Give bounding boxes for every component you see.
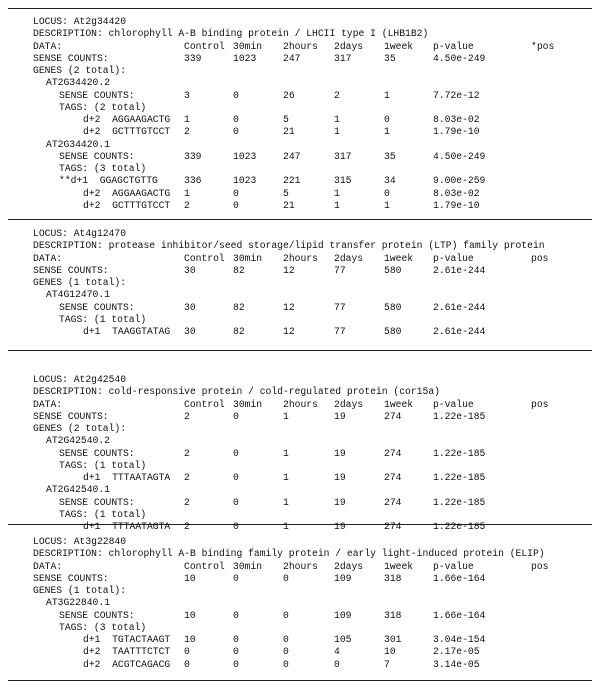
- cell-1week: 1: [384, 89, 390, 101]
- row-label: SENSE COUNTS:: [33, 264, 109, 276]
- cell-30min: 0: [233, 126, 239, 138]
- cell-2hours: 26: [283, 89, 295, 101]
- cell-1week: 1week: [384, 560, 414, 572]
- row-label: SENSE COUNTS:: [59, 301, 135, 313]
- cell-2hours: 12: [283, 301, 295, 313]
- label-text: GENES (1 total):: [33, 585, 127, 596]
- cell-2days: 19: [334, 521, 346, 532]
- section-divider: [8, 680, 592, 681]
- cell-30min: 0: [233, 646, 239, 658]
- locus-id: LOCUS: At2g34420: [33, 16, 127, 27]
- cell-2days: 4: [334, 646, 340, 658]
- cell-p-value: p-value: [433, 398, 474, 410]
- cell-2days: 2: [334, 89, 340, 101]
- cell-control: 30: [184, 301, 196, 313]
- cell-1week: 274: [384, 447, 402, 459]
- label-text: GENES (2 total):: [33, 65, 127, 76]
- cell-p-value: 1.22e-185: [433, 410, 486, 422]
- cell-p-value: 8.03e-02: [433, 114, 480, 125]
- cell-2days: 109: [334, 572, 352, 584]
- cell-control: 10: [184, 572, 196, 584]
- row-label: d+1 TTTAATAGTA: [83, 521, 171, 532]
- cell-2hours: 247: [283, 150, 301, 162]
- cell-2days: 317: [334, 150, 352, 162]
- cell-pos: pos: [531, 252, 549, 264]
- cell-p-value: 1.66e-164: [433, 572, 486, 584]
- cell-1week: 35: [384, 52, 396, 64]
- cell-p-value: 2.17e-05: [433, 646, 480, 658]
- cell-30min: 1023: [233, 150, 257, 162]
- locus-id: LOCUS: At3g22840: [33, 536, 127, 547]
- cell-1week: 0: [384, 187, 390, 199]
- cell-control: 336: [184, 175, 202, 187]
- description-text: DESCRIPTION: chlorophyll A-B binding protein / LHCII type I (LHB1B2): [33, 28, 429, 40]
- label-text: TAGS: (3 total): [59, 621, 147, 633]
- row-label: d+2 GCTTTGTCCT: [83, 126, 171, 138]
- cell-control: 2: [184, 126, 190, 138]
- cell-2hours: 5: [283, 187, 289, 199]
- cell-2hours: 2hours: [283, 40, 318, 52]
- cell-p-value: 8.03e-02: [433, 187, 480, 199]
- cell-30min: 1023: [233, 52, 257, 64]
- row-label: DATA:: [33, 40, 63, 52]
- section-divider: [8, 350, 592, 351]
- cell-1week: 7: [384, 658, 390, 670]
- cell-2hours: 2hours: [283, 252, 318, 264]
- cell-2days: 77: [334, 326, 346, 337]
- cell-2days: 109: [334, 609, 352, 621]
- cell-2hours: 0: [283, 658, 289, 670]
- section-divider: [8, 219, 592, 220]
- cell-1week: 1: [384, 126, 390, 138]
- cell-2days: 19: [334, 447, 346, 459]
- cell-control: 2: [184, 199, 190, 211]
- label-text: AT2G42540.2: [46, 435, 110, 447]
- row-label: DATA:: [33, 398, 63, 410]
- cell-p-value: 1.22e-185: [433, 447, 486, 459]
- cell-2hours: 0: [283, 646, 289, 658]
- cell-1week: 580: [384, 326, 402, 337]
- cell-2days: 1: [334, 187, 340, 199]
- cell-control: 30: [184, 264, 196, 276]
- cell-p-value: p-value: [433, 40, 474, 52]
- row-label: d+1 TAAGGTATAG: [83, 326, 171, 337]
- cell-30min: 0: [233, 634, 239, 645]
- cell-p-value: 1.79e-10: [433, 199, 480, 211]
- cell-p-value: 4.50e-249: [433, 52, 486, 64]
- cell-2days: 19: [334, 496, 346, 508]
- cell-2hours: 221: [283, 175, 301, 187]
- cell-2days: 1: [334, 199, 340, 211]
- cell-p-value: 2.61e-244: [433, 264, 486, 276]
- row-label: d+1 TTTAATAGTA: [83, 472, 171, 483]
- cell-30min: 0: [233, 447, 239, 459]
- cell-2days: 2days: [334, 40, 364, 52]
- cell-1week: 1week: [384, 40, 414, 52]
- cell-2hours: 5: [283, 114, 289, 125]
- cell-control: Control: [184, 40, 225, 52]
- cell-p-value: p-value: [433, 252, 474, 264]
- row-label: SENSE COUNTS:: [33, 410, 109, 422]
- label-text: AT2G34420.1: [46, 138, 110, 150]
- cell-30min: 0: [233, 472, 239, 483]
- cell-2hours: 0: [283, 572, 289, 584]
- cell-control: 10: [184, 609, 196, 621]
- cell-1week: 580: [384, 264, 402, 276]
- cell-control: 0: [184, 646, 190, 658]
- cell-1week: 1: [384, 199, 390, 211]
- label-text: GENES (1 total):: [33, 277, 127, 288]
- cell-control: 2: [184, 472, 190, 483]
- cell-30min: 1023: [233, 175, 257, 187]
- locus-id: LOCUS: At4g12470: [33, 228, 127, 239]
- cell-control: 1: [184, 114, 190, 125]
- cell-2days: 1: [334, 114, 340, 125]
- cell-2days: 317: [334, 52, 352, 64]
- cell-2days: 77: [334, 264, 346, 276]
- cell-30min: 82: [233, 264, 245, 276]
- cell-2hours: 1: [283, 447, 289, 459]
- cell-2hours: 21: [283, 199, 295, 211]
- cell-2hours: 247: [283, 52, 301, 64]
- cell-30min: 30min: [233, 40, 263, 52]
- cell-1week: 0: [384, 114, 390, 125]
- row-label: SENSE COUNTS:: [59, 150, 135, 162]
- description-text: DESCRIPTION: chlorophyll A-B binding family protein / early light-induced protein (ELIP): [33, 548, 545, 560]
- cell-p-value: 1.22e-185: [433, 521, 486, 532]
- cell-2days: 19: [334, 410, 346, 422]
- cell-control: 1: [184, 187, 190, 199]
- cell-pos: pos: [531, 398, 549, 410]
- cell-2hours: 2hours: [283, 398, 318, 410]
- cell-1week: 34: [384, 175, 396, 187]
- cell-30min: 0: [233, 410, 239, 422]
- cell-1week: 10: [384, 646, 396, 658]
- cell-30min: 0: [233, 496, 239, 508]
- cell-2hours: 1: [283, 472, 289, 483]
- cell-p-value: 1.66e-164: [433, 609, 486, 621]
- row-label: **d+1 GGAGCTGTTG: [59, 175, 158, 187]
- locus-id: LOCUS: At2g42540: [33, 374, 127, 385]
- cell-1week: 274: [384, 521, 402, 532]
- cell-1week: 274: [384, 410, 402, 422]
- cell-2days: 19: [334, 472, 346, 483]
- label-text: AT2G34420.2: [46, 77, 110, 89]
- description-text: DESCRIPTION: protease inhibitor/seed storage/lipid transfer protein (LTP) family protein: [33, 240, 545, 252]
- cell-p-value: 2.61e-244: [433, 326, 486, 337]
- cell-p-value: 2.61e-244: [433, 301, 486, 313]
- cell-control: Control: [184, 252, 225, 264]
- cell-p-value: p-value: [433, 560, 474, 572]
- row-label: d+2 ACGTCAGACG: [83, 658, 171, 670]
- cell-1week: 274: [384, 472, 402, 483]
- cell-p-value: 3.04e-154: [433, 634, 486, 645]
- row-label: d+2 GCTTTGTCCT: [83, 199, 171, 211]
- cell-1week: 318: [384, 572, 402, 584]
- cell-2days: 105: [334, 634, 352, 645]
- cell-2days: 315: [334, 175, 352, 187]
- cell-p-value: 7.72e-12: [433, 89, 480, 101]
- label-text: TAGS: (1 total): [59, 313, 147, 325]
- cell-1week: 1week: [384, 398, 414, 410]
- cell-p-value: 3.14e-05: [433, 658, 480, 670]
- cell-control: 3: [184, 89, 190, 101]
- cell-1week: 580: [384, 301, 402, 313]
- cell-2hours: 2hours: [283, 560, 318, 572]
- row-label: SENSE COUNTS:: [59, 609, 135, 621]
- label-text: TAGS: (3 total): [59, 163, 147, 174]
- cell-2hours: 1: [283, 496, 289, 508]
- cell-30min: 82: [233, 301, 245, 313]
- cell-30min: 0: [233, 572, 239, 584]
- label-text: AT4G12470.1: [46, 289, 110, 301]
- cell-30min: 0: [233, 89, 239, 101]
- cell-2hours: 12: [283, 326, 295, 337]
- row-label: d+1 TGTACTAAGT: [83, 634, 171, 645]
- cell-30min: 82: [233, 326, 245, 337]
- row-label: DATA:: [33, 560, 63, 572]
- row-label: SENSE COUNTS:: [59, 447, 135, 459]
- cell-control: 2: [184, 447, 190, 459]
- cell-1week: 318: [384, 609, 402, 621]
- cell-30min: 0: [233, 199, 239, 211]
- row-label: SENSE COUNTS:: [59, 496, 135, 508]
- cell-control: 339: [184, 150, 202, 162]
- label-text: AT3G22840.1: [46, 597, 110, 609]
- label-text: AT2G42540.1: [46, 484, 110, 496]
- cell-2hours: 1: [283, 410, 289, 422]
- cell-1week: 301: [384, 634, 402, 645]
- cell-2hours: 0: [283, 634, 289, 645]
- cell-p-value: 4.50e-249: [433, 150, 486, 162]
- cell-2days: 2days: [334, 252, 364, 264]
- label-text: TAGS: (2 total): [59, 101, 147, 113]
- cell-control: 2: [184, 410, 190, 422]
- cell-30min: 0: [233, 187, 239, 199]
- cell-30min: 30min: [233, 398, 263, 410]
- cell-control: 2: [184, 521, 190, 532]
- cell-control: 2: [184, 496, 190, 508]
- row-label: SENSE COUNTS:: [59, 89, 135, 101]
- row-label: SENSE COUNTS:: [33, 52, 109, 64]
- section-divider: [8, 8, 592, 9]
- row-label: d+2 TAATTTCTCT: [83, 646, 171, 658]
- cell-pos: *pos: [531, 40, 555, 52]
- cell-30min: 0: [233, 114, 239, 125]
- cell-p-value: 1.22e-185: [433, 472, 486, 483]
- row-label: DATA:: [33, 252, 63, 264]
- row-label: d+2 AGGAAGACTG: [83, 187, 171, 199]
- cell-2days: 2days: [334, 560, 364, 572]
- cell-30min: 0: [233, 521, 239, 532]
- row-label: SENSE COUNTS:: [33, 572, 109, 584]
- cell-p-value: 1.79e-10: [433, 126, 480, 138]
- cell-2hours: 1: [283, 521, 289, 532]
- cell-1week: 274: [384, 496, 402, 508]
- cell-1week: 35: [384, 150, 396, 162]
- cell-30min: 0: [233, 609, 239, 621]
- label-text: TAGS: (1 total): [59, 459, 147, 471]
- cell-control: Control: [184, 560, 225, 572]
- cell-2hours: 12: [283, 264, 295, 276]
- cell-p-value: 1.22e-185: [433, 496, 486, 508]
- cell-2days: 77: [334, 301, 346, 313]
- cell-2days: 0: [334, 658, 340, 670]
- cell-2hours: 0: [283, 609, 289, 621]
- cell-2hours: 21: [283, 126, 295, 138]
- cell-control: 339: [184, 52, 202, 64]
- cell-control: 30: [184, 326, 196, 337]
- cell-p-value: 9.00e-259: [433, 175, 486, 187]
- cell-pos: pos: [531, 560, 549, 572]
- cell-1week: 1week: [384, 252, 414, 264]
- cell-30min: 30min: [233, 252, 263, 264]
- cell-control: Control: [184, 398, 225, 410]
- label-text: TAGS: (1 total): [59, 508, 147, 520]
- cell-2days: 2days: [334, 398, 364, 410]
- cell-30min: 0: [233, 658, 239, 670]
- cell-control: 0: [184, 658, 190, 670]
- label-text: GENES (2 total):: [33, 423, 127, 434]
- row-label: d+2 AGGAAGACTG: [83, 114, 171, 125]
- cell-2days: 1: [334, 126, 340, 138]
- cell-30min: 30min: [233, 560, 263, 572]
- description-text: DESCRIPTION: cold-responsive protein / cold-regulated protein (cor15a): [33, 386, 440, 398]
- cell-control: 10: [184, 634, 196, 645]
